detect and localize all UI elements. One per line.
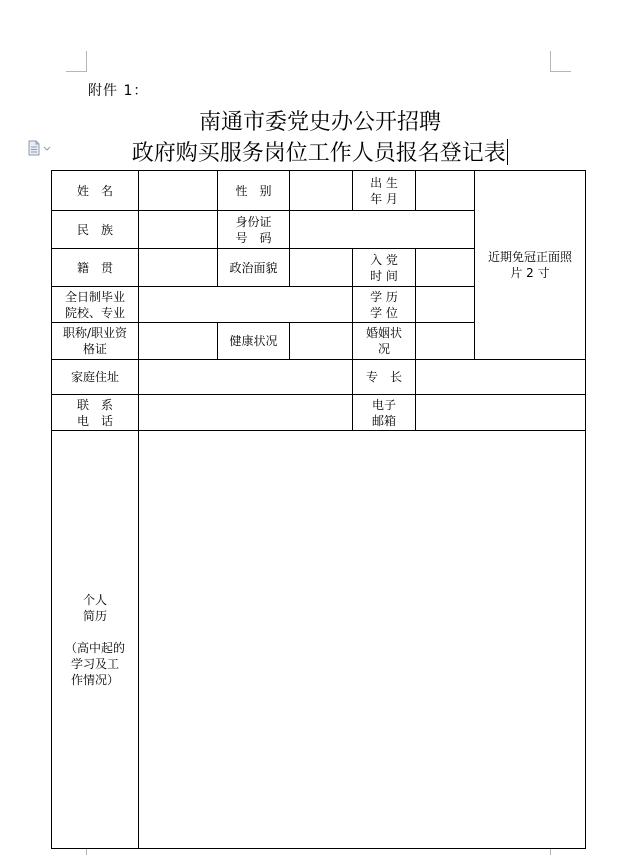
degree-field[interactable] [416, 287, 475, 323]
text-cursor [507, 139, 509, 165]
resume-note: （高中起的 学习及工 作情况） [64, 640, 125, 687]
phone-label: 联 系 电 话 [52, 395, 139, 431]
political-status-label: 政治面貌 [218, 249, 290, 287]
birth-date-field[interactable] [416, 171, 475, 211]
ethnicity-label: 民 族 [52, 211, 139, 249]
form-title-line-2 [0, 136, 621, 167]
id-number-field[interactable] [290, 211, 475, 249]
address-field[interactable] [139, 360, 353, 395]
email-field[interactable] [416, 395, 586, 431]
name-field[interactable] [139, 171, 218, 211]
registration-form-table [51, 170, 586, 849]
photo-note: 近期免冠正面照 片 2 寸 [487, 250, 572, 280]
birth-date-label: 出 生 年 月 [353, 171, 416, 211]
resume-field[interactable] [139, 431, 586, 849]
name-label: 姓 名 [52, 171, 139, 211]
fulltime-school-field[interactable] [139, 287, 353, 323]
title-cert-label: 职称/职业资 格证 [52, 323, 139, 360]
gender-field[interactable] [290, 171, 353, 211]
resume-label [52, 431, 139, 849]
party-join-date-field[interactable] [416, 249, 475, 287]
specialty-field[interactable] [416, 360, 586, 395]
party-join-date-label: 入 党 时 间 [353, 249, 416, 287]
specialty-label: 专 长 [353, 360, 416, 395]
health-field[interactable] [290, 323, 353, 360]
form-title-line-1: 南通市委党史办公开招聘 [198, 110, 441, 135]
ethnicity-field[interactable] [139, 211, 218, 249]
title-cert-field[interactable] [139, 323, 218, 360]
crop-mark-top-left [66, 51, 87, 72]
phone-field[interactable] [139, 395, 353, 431]
marital-label: 婚姻状 况 [353, 323, 416, 360]
photo-area[interactable] [475, 171, 586, 360]
fulltime-school-label: 全日制毕业 院校、专业 [52, 287, 139, 323]
resume-title: 个人 简历 [82, 592, 107, 623]
id-number-label: 身份证 号 码 [218, 211, 290, 249]
native-place-field[interactable] [139, 249, 218, 287]
marital-field[interactable] [416, 323, 475, 360]
crop-mark-top-right [550, 51, 571, 72]
degree-label: 学 历 学 位 [353, 287, 416, 323]
email-label: 电子 邮箱 [353, 395, 416, 431]
address-label: 家庭住址 [52, 360, 139, 395]
political-status-field[interactable] [290, 249, 353, 287]
gender-label: 性 别 [218, 171, 290, 211]
native-place-label: 籍 贯 [52, 249, 139, 287]
form-title-line-2-text: 政府购买服务岗位工作人员报名登记表 [131, 141, 506, 166]
health-label: 健康状况 [218, 323, 290, 360]
attachment-label: 附件 1： [88, 83, 149, 99]
